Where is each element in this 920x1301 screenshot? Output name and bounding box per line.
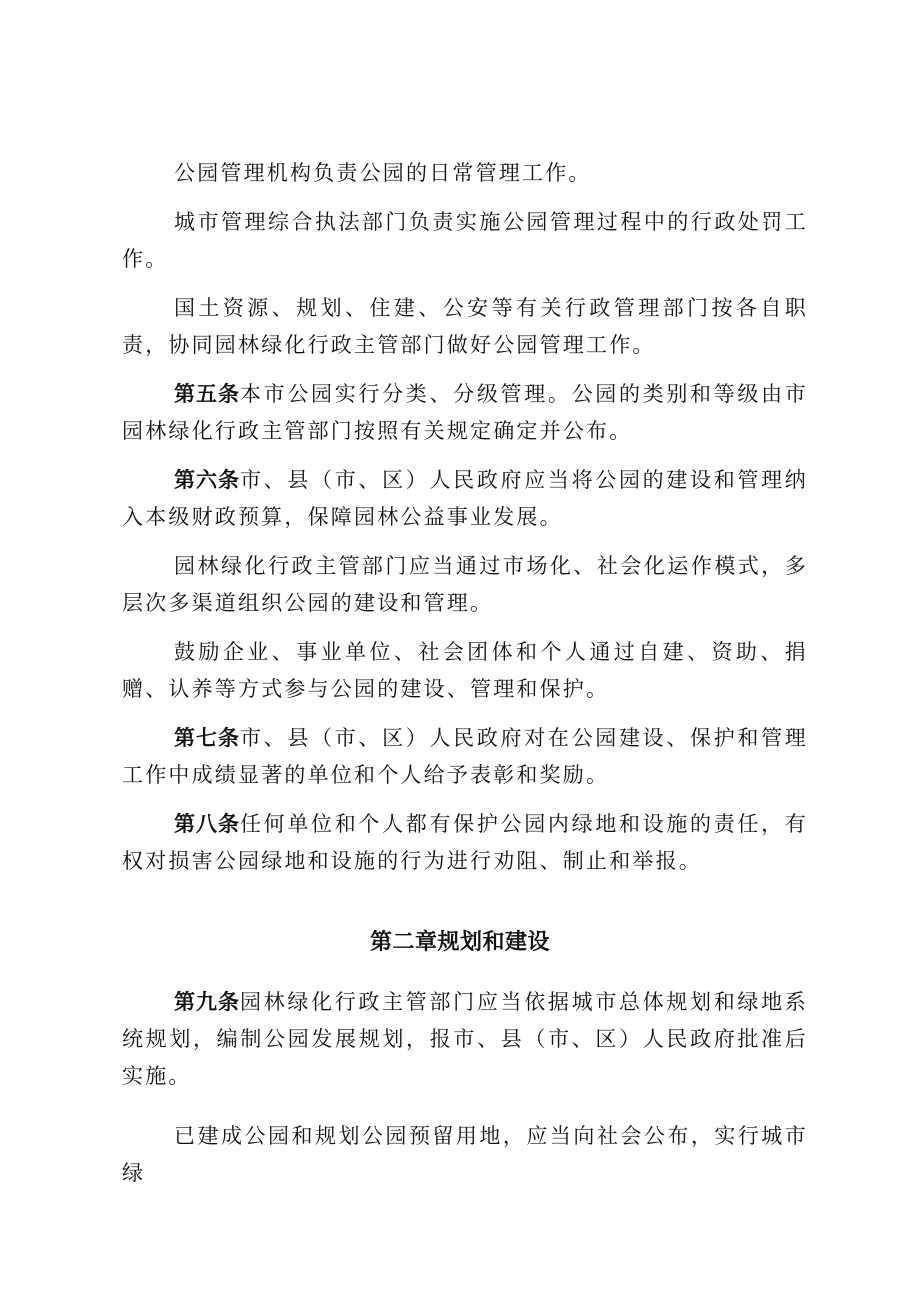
article-5: [122, 376, 808, 450]
paragraph-cooperating-departments: [122, 290, 808, 364]
paragraph-text: 鼓励企业、事业单位、社会团体和个人通过自建、资助、捐赠、认养等方式参与公园的建设、管理和保护。: [122, 640, 808, 701]
paragraph-text: 市、县（市、区）人民政府对在公园建设、保护和管理工作中成绩显著的单位和个人给予表彰和奖励。: [122, 726, 808, 787]
article-lead: 第六条: [174, 468, 240, 492]
paragraph-text: 公园管理机构负责公园的日常管理工作。: [174, 161, 592, 185]
paragraph-text: 已建成公园和规划公园预留用地，应当向社会公布，实行城市绿: [122, 1124, 808, 1185]
paragraph-urban-enforcement: [122, 204, 808, 278]
paragraph-text: 国土资源、规划、住建、公安等有关行政管理部门按各自职责，协同园林绿化行政主管部门做好公园管理工作。: [122, 296, 808, 357]
paragraph-market-operation: [122, 548, 808, 622]
paragraph-encourage-participation: [122, 634, 808, 708]
article-lead: 第五条: [174, 382, 240, 406]
chapter-heading: 第二章规划和建设: [369, 930, 550, 955]
paragraph-text: 本市公园实行分类、分级管理。公园的类别和等级由市园林绿化行政主管部门按照有关规定确定并公布。: [122, 382, 808, 443]
paragraph-text: 任何单位和个人都有保护公园内绿地和设施的责任，有权对损害公园绿地和设施的行为进行劝阻、制止和举报。: [122, 812, 808, 873]
article-lead: 第八条: [174, 812, 240, 836]
paragraph-park-management-agency: [122, 155, 808, 192]
article-7: [122, 720, 808, 794]
article-9: [122, 984, 808, 1095]
paragraph-text: 城市管理综合执法部门负责实施公园管理过程中的行政处罚工作。: [122, 210, 808, 271]
paragraph-text: 园林绿化行政主管部门应当通过市场化、社会化运作模式，多层次多渠道组织公园的建设和管理。: [122, 554, 808, 615]
article-8: [122, 806, 808, 880]
paragraph-text: 市、县（市、区）人民政府应当将公园的建设和管理纳入本级财政预算，保障园林公益事业发展。: [122, 468, 808, 529]
article-6: [122, 462, 808, 536]
article-lead: 第九条: [174, 990, 240, 1014]
article-lead: 第七条: [174, 726, 240, 750]
paragraph-reserved-land: [122, 1118, 808, 1192]
paragraph-text: 园林绿化行政主管部门应当依据城市总体规划和绿地系统规划，编制公园发展规划，报市、县（市、区）人民政府批准后实施。: [122, 990, 808, 1088]
